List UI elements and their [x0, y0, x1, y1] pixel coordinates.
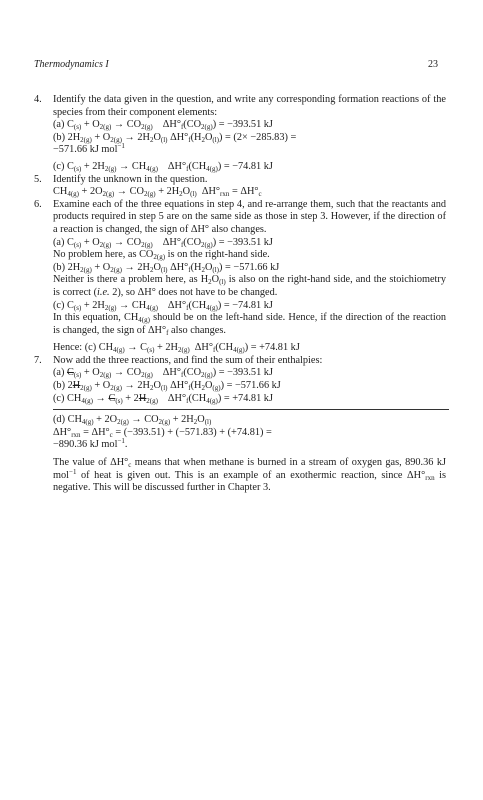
sum-divider	[53, 409, 449, 410]
equation-7-sum: $\Delta H^\circ_{rxn} = \Delta H^\circ_c = (-393.51) + (-571.83) + (+74.81)$ =	[53, 426, 272, 439]
conclusion-paragraph: The value of $\Delta H^\circ_c$ means that when methane is burned in a stream of oxygen gas, 890.36 kJ mol$^{-1}$ of heat is given out. This is an example of an exothermic reaction, since $\Delta H^\circ_{rxn}$ is negative. This will be discussed further in Chapter 3.	[53, 457, 446, 494]
equation-4b: (b) $2H_{2(g)} + O_{2(g)} \to 2H_2O_{(l)}$ $\Delta H^\circ_f(H_2O_{(l)}) = (2\times -285.83)$ =	[53, 131, 297, 144]
equation-7a: (a) $C_{(s)} + O_{2(g)} \to CO_{2(g)}$ $\Delta H^\circ_f(CO_{2(g)}) = -393.51$ kJ	[53, 367, 273, 380]
step-4	[34, 94, 446, 174]
step-6	[34, 199, 446, 355]
step-number: 5.	[34, 173, 42, 185]
equation-6a: (a) $C_{(s)} + O_{2(g)} \to CO_{2(g)}$ $\Delta H^\circ_f(CO_{2(g)}) = -393.51$ kJ	[53, 236, 273, 249]
chapter-title: Thermodynamics I	[34, 59, 109, 70]
step-number: 7.	[34, 354, 42, 366]
note-6a: No problem here, as $CO_{2(g)}$ is on the right-hand side.	[53, 249, 270, 262]
page-body	[34, 94, 446, 495]
step-number: 6.	[34, 198, 42, 210]
equation-7b: (b) $2H_{2(g)} + O_{2(g)} \to 2H_2O_{(l)}$ $\Delta H^\circ_f(H_2O_{(g)}) = -571.66$ kJ	[53, 380, 281, 393]
equation-7d: (d) $CH_{4(g)} + 2O_{2(g)} \to CO_{2(g)} + 2H_2O_{(l)}$	[53, 414, 212, 427]
step-text: Examine each of the three equations in step 4, and re-arrange them, such that the reactants and products required in step 5 are on the same side as those in step 3. However, if the direction of a reaction is changed, the sign of ΔH° also changes.	[53, 198, 446, 235]
equation-6-hence: Hence: (c) $CH_{4(g)} \to C_{(s)} + 2H_{2(g)}$ $\Delta H^\circ_f(CH_{4(g)}) = +74.81$ kJ	[53, 342, 300, 355]
step-text: Now add the three reactions, and find the sum of their enthalpies:	[53, 354, 323, 366]
step-text: Identify the data given in the question, and write any corresponding formation reactions of the species from their component elements:	[53, 94, 446, 118]
equation-4b-cont: −571.66 kJ mol$^{-1}$	[53, 142, 125, 156]
step-5	[34, 174, 446, 199]
page-number: 23	[428, 59, 438, 70]
step-7	[34, 355, 446, 495]
equation-6c: (c) $C_{(s)} + 2H_{2(g)} \to CH_{4(g)}$ $\Delta H^\circ_f(CH_{4(g)}) = -74.81$ kJ	[53, 299, 273, 312]
running-head	[34, 59, 438, 71]
equation-4c: (c) $C_{(s)} + 2H_{2(g)} \to CH_{4(g)}$ $\Delta H^\circ_f(CH_{4(g)}) = -74.81$ kJ	[53, 160, 273, 173]
note-6b: Neither is there a problem here, as $H_2O_{(l)}$ is also on the right-hand side, and the stoichiometry is correct (i.e. 2), so ΔH° does not have to be changed.	[53, 274, 446, 298]
step-text: Identify the unknown in the question.	[53, 173, 208, 185]
equation-7c: (c) $CH_{4(g)} \to C_{(s)} + 2H_{2(g)}$ $\Delta H^\circ_f(CH_{4(g)}) = +74.81$ kJ	[53, 392, 273, 405]
equation-6b: (b) $2H_{2(g)} + O_{2(g)} \to 2H_2O_{(l)}$ $\Delta H^\circ_f(H_2O_{(l)}) = -571.66$ kJ	[53, 261, 280, 274]
equation-5: $CH_{4(g)} + 2O_{2(g)} \to CO_{2(g)} + 2H_2O_{(l)}$ $\Delta H^\circ_{rxn} = \Delta H^\circ_c$	[53, 186, 262, 199]
note-6c: In this equation, $CH_{4(g)}$ should be on the left-hand side. Hence, if the direction of the reaction is changed, the sign of $\Delta H^\circ_f$ also changes.	[53, 312, 447, 337]
step-number: 4.	[34, 94, 42, 105]
equation-4a: (a) $C_{(s)} + O_{2(g)} \to CO_{2(g)}$ $\Delta H^\circ_f(CO_{2(g)}) = -393.51$ kJ	[53, 119, 273, 132]
equation-7-sum-result: −890.36 kJ mol$^{-1}$.	[53, 437, 128, 451]
